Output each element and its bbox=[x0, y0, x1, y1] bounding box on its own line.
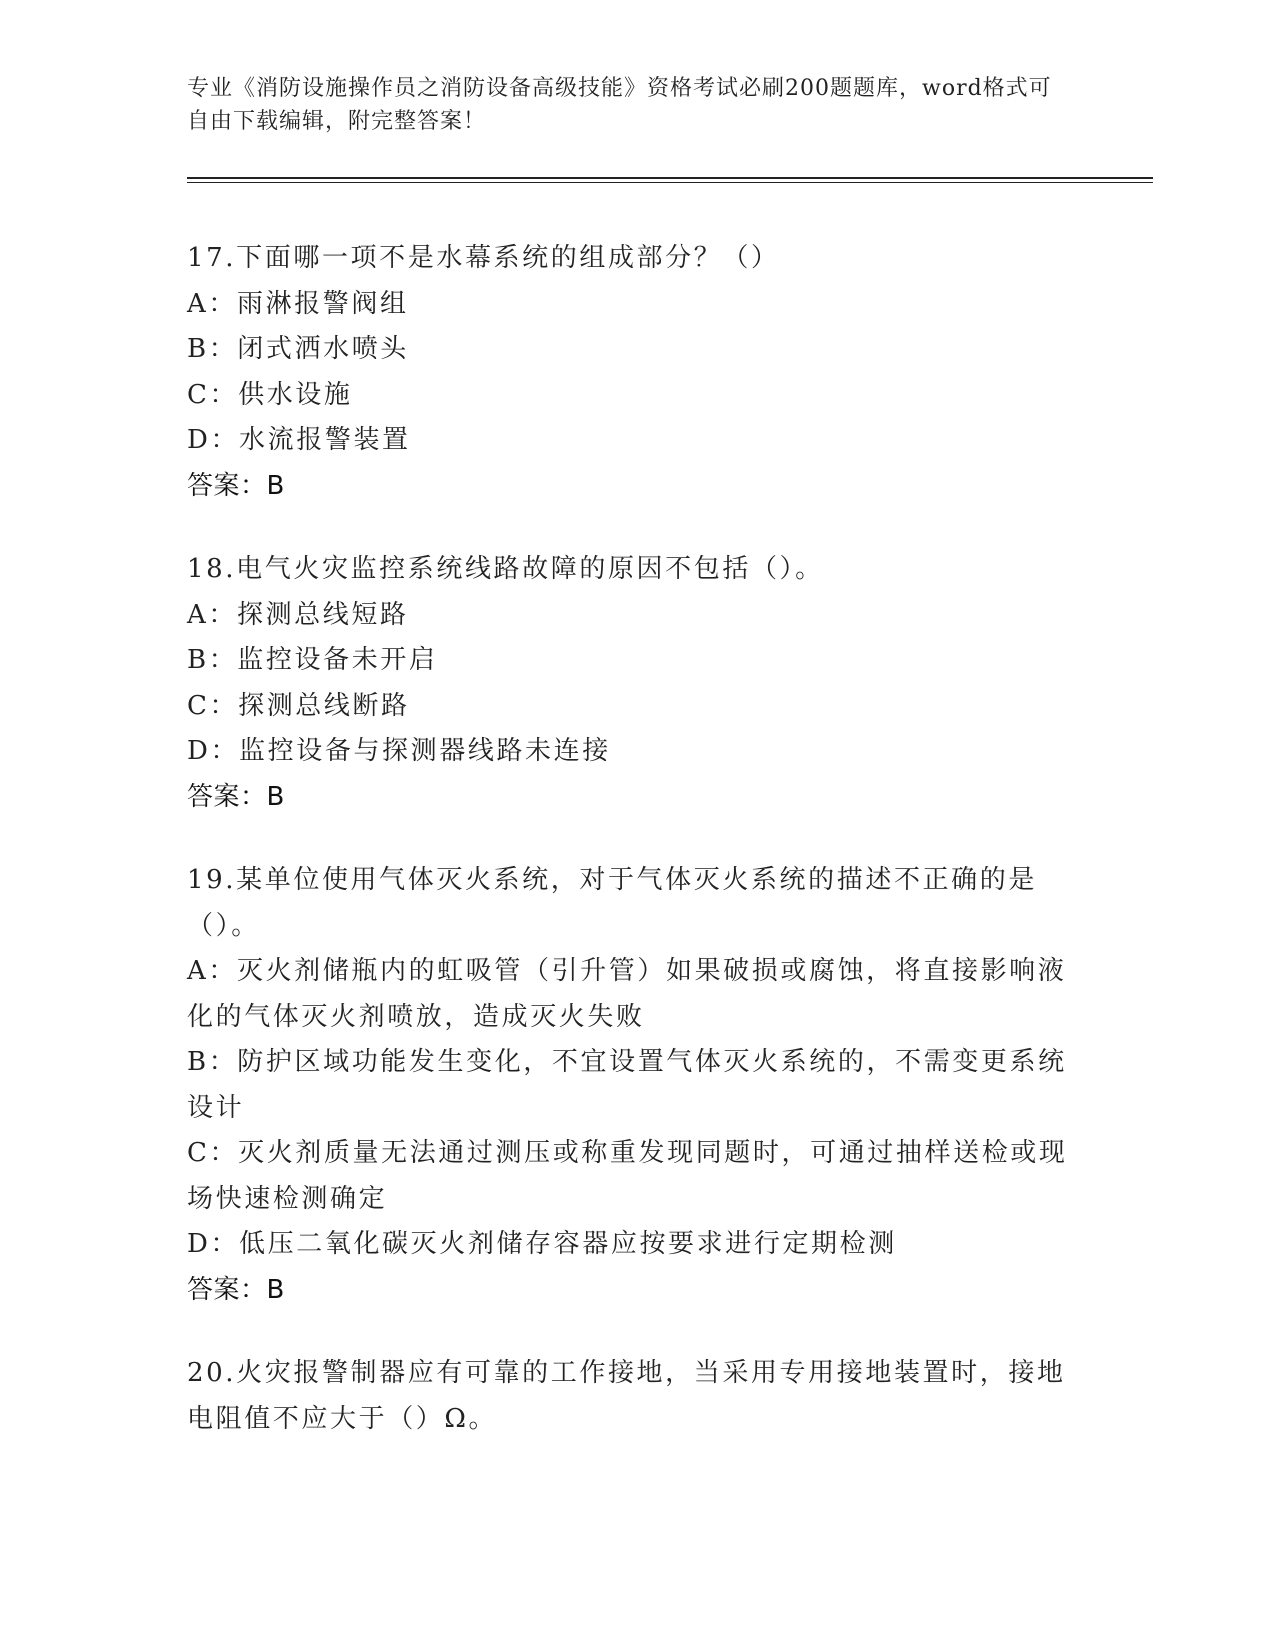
question-18 bbox=[187, 547, 1077, 820]
header-divider-thin bbox=[187, 182, 1153, 183]
option-d: D：低压二氧化碳灭火剂储存容器应按要求进行定期检测 bbox=[187, 1229, 897, 1259]
option-c: C：灭火剂质量无法通过测压或称重发现同题时，可通过抽样送检或现场快速检测确定 bbox=[187, 1138, 1068, 1214]
answer-line: 答案：B bbox=[187, 470, 285, 501]
header-divider bbox=[187, 177, 1153, 179]
question-stem: 19.某单位使用气体灭火系统，对于气体灭火系统的描述不正确的是（）。 bbox=[187, 865, 1037, 941]
document-header-title: 专业《消防设施操作员之消防设备高级技能》资格考试必刷200题题库，word格式可自由下载编辑，附完整答案！ bbox=[187, 76, 1052, 134]
option-a: A：雨淋报警阀组 bbox=[187, 288, 409, 319]
option-b: B：防护区域功能发生变化，不宜设置气体灭火系统的，不需变更系统设计 bbox=[187, 1047, 1067, 1123]
question-stem: 20.火灾报警制器应有可靠的工作接地，当采用专用接地装置时，接地电阻值不应大于（）Ω。 bbox=[187, 1358, 1066, 1434]
question-19 bbox=[187, 858, 1077, 1313]
question-20 bbox=[187, 1351, 1077, 1442]
option-c: C：探测总线断路 bbox=[187, 690, 410, 721]
question-17 bbox=[187, 236, 1077, 509]
question-list bbox=[187, 236, 1077, 1480]
option-c: C：供水设施 bbox=[187, 379, 353, 410]
option-a: A：灭火剂储瓶内的虹吸管（引升管）如果破损或腐蚀，将直接影响液化的气体灭火剂喷放，造成灭火失败 bbox=[187, 956, 1067, 1032]
option-b: B：监控设备未开启 bbox=[187, 645, 438, 675]
question-stem: 18.电气火灾监控系统线路故障的原因不包括（）。 bbox=[187, 554, 824, 584]
option-d: D：监控设备与探测器线路未连接 bbox=[187, 736, 611, 766]
answer-line: 答案：B bbox=[187, 781, 285, 812]
question-stem: 17.下面哪一项不是水幕系统的组成部分？（） bbox=[187, 243, 780, 273]
option-a: A：探测总线短路 bbox=[187, 599, 409, 630]
answer-line: 答案：B bbox=[187, 1274, 285, 1305]
option-d: D：水流报警装置 bbox=[187, 425, 411, 455]
option-b: B：闭式洒水喷头 bbox=[187, 334, 409, 364]
